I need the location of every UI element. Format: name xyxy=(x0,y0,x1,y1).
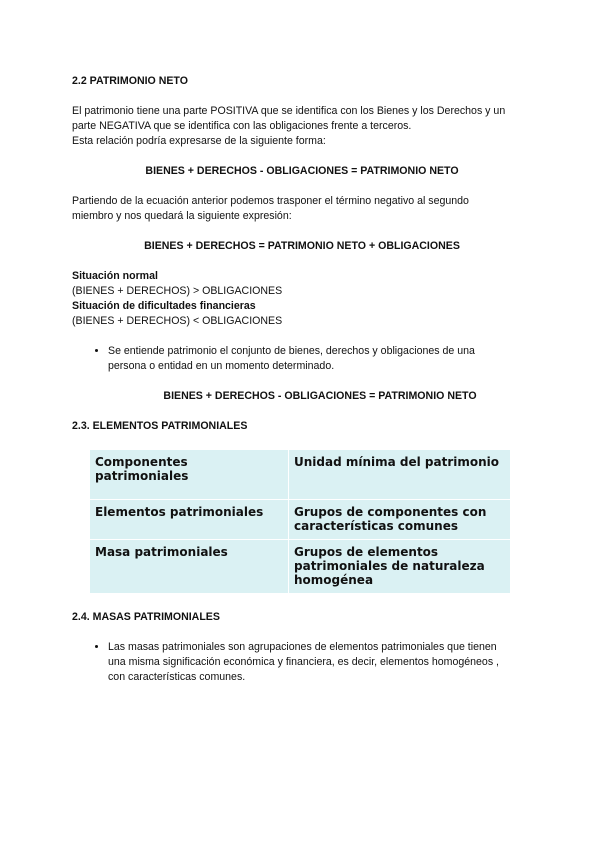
table-row xyxy=(90,450,510,500)
situacion-dificultades-formula: (BIENES + DERECHOS) < OBLIGACIONES xyxy=(72,315,283,327)
intro-line-3: Esta relación podría expresarse de la siguiente forma: xyxy=(72,135,326,147)
masas-line-1: • Las masas patrimoniales son agrupaciones de elementos patrimoniales que tienen xyxy=(108,641,497,653)
table-cell: Elementos patrimoniales xyxy=(90,500,289,540)
document-page xyxy=(72,66,532,685)
bullet-line-1: • Se entiende patrimonio el conjunto de bienes, derechos y obligaciones de una xyxy=(108,345,475,357)
situacion-normal-title: Situación normal xyxy=(72,270,158,282)
table-cell: Unidad mínima del patrimonio xyxy=(294,455,500,469)
table-cell: Componentes patrimoniales xyxy=(90,450,289,500)
situacion-dificultades-title: Situación de dificultades financieras xyxy=(72,300,256,312)
section-heading-patrimonio-neto: 2.2 PATRIMONIO NETO xyxy=(72,75,188,87)
table-row xyxy=(90,540,510,594)
section-heading-masas: 2.4. MASAS PATRIMONIALES xyxy=(72,611,220,623)
para2-line-2: miembro y nos quedará la siguiente expresión: xyxy=(72,210,292,222)
equation-1: BIENES + DERECHOS - OBLIGACIONES = PATRIMONIO NETO xyxy=(145,165,459,177)
table-cell: Masa patrimoniales xyxy=(90,540,289,594)
table-row xyxy=(90,500,510,540)
situacion-normal-formula: (BIENES + DERECHOS) > OBLIGACIONES xyxy=(72,285,283,297)
list-item xyxy=(108,344,532,374)
equation-3: BIENES + DERECHOS - OBLIGACIONES = PATRIMONIO NETO xyxy=(163,390,477,402)
equation-2: BIENES + DERECHOS = PATRIMONIO NETO + OBLIGACIONES xyxy=(144,240,460,252)
bullet-line-2: persona o entidad en un momento determinado. xyxy=(108,360,335,372)
definition-bullet-list xyxy=(72,344,532,374)
intro-line-2: parte NEGATIVA que se identifica con las obligaciones frente a terceros. xyxy=(72,120,412,132)
elementos-table xyxy=(90,450,510,593)
masas-bullet-list xyxy=(72,640,532,685)
intro-line-1: El patrimonio tiene una parte POSITIVA que se identifica con los Bienes y los Derechos y un xyxy=(72,105,506,117)
masas-line-2: una misma significación económica y financiera, es decir, elementos homogéneos , xyxy=(108,656,499,668)
section-heading-elementos: 2.3. ELEMENTOS PATRIMONIALES xyxy=(72,420,248,432)
table-cell: Grupos de elementos patrimoniales de naturaleza homogénea xyxy=(294,545,485,587)
masas-line-3: con características comunes. xyxy=(108,671,246,683)
list-item xyxy=(108,640,532,685)
para2-line-1: Partiendo de la ecuación anterior podemos trasponer el término negativo al segundo xyxy=(72,195,469,207)
table-cell: Grupos de componentes con características comunes xyxy=(294,505,487,533)
